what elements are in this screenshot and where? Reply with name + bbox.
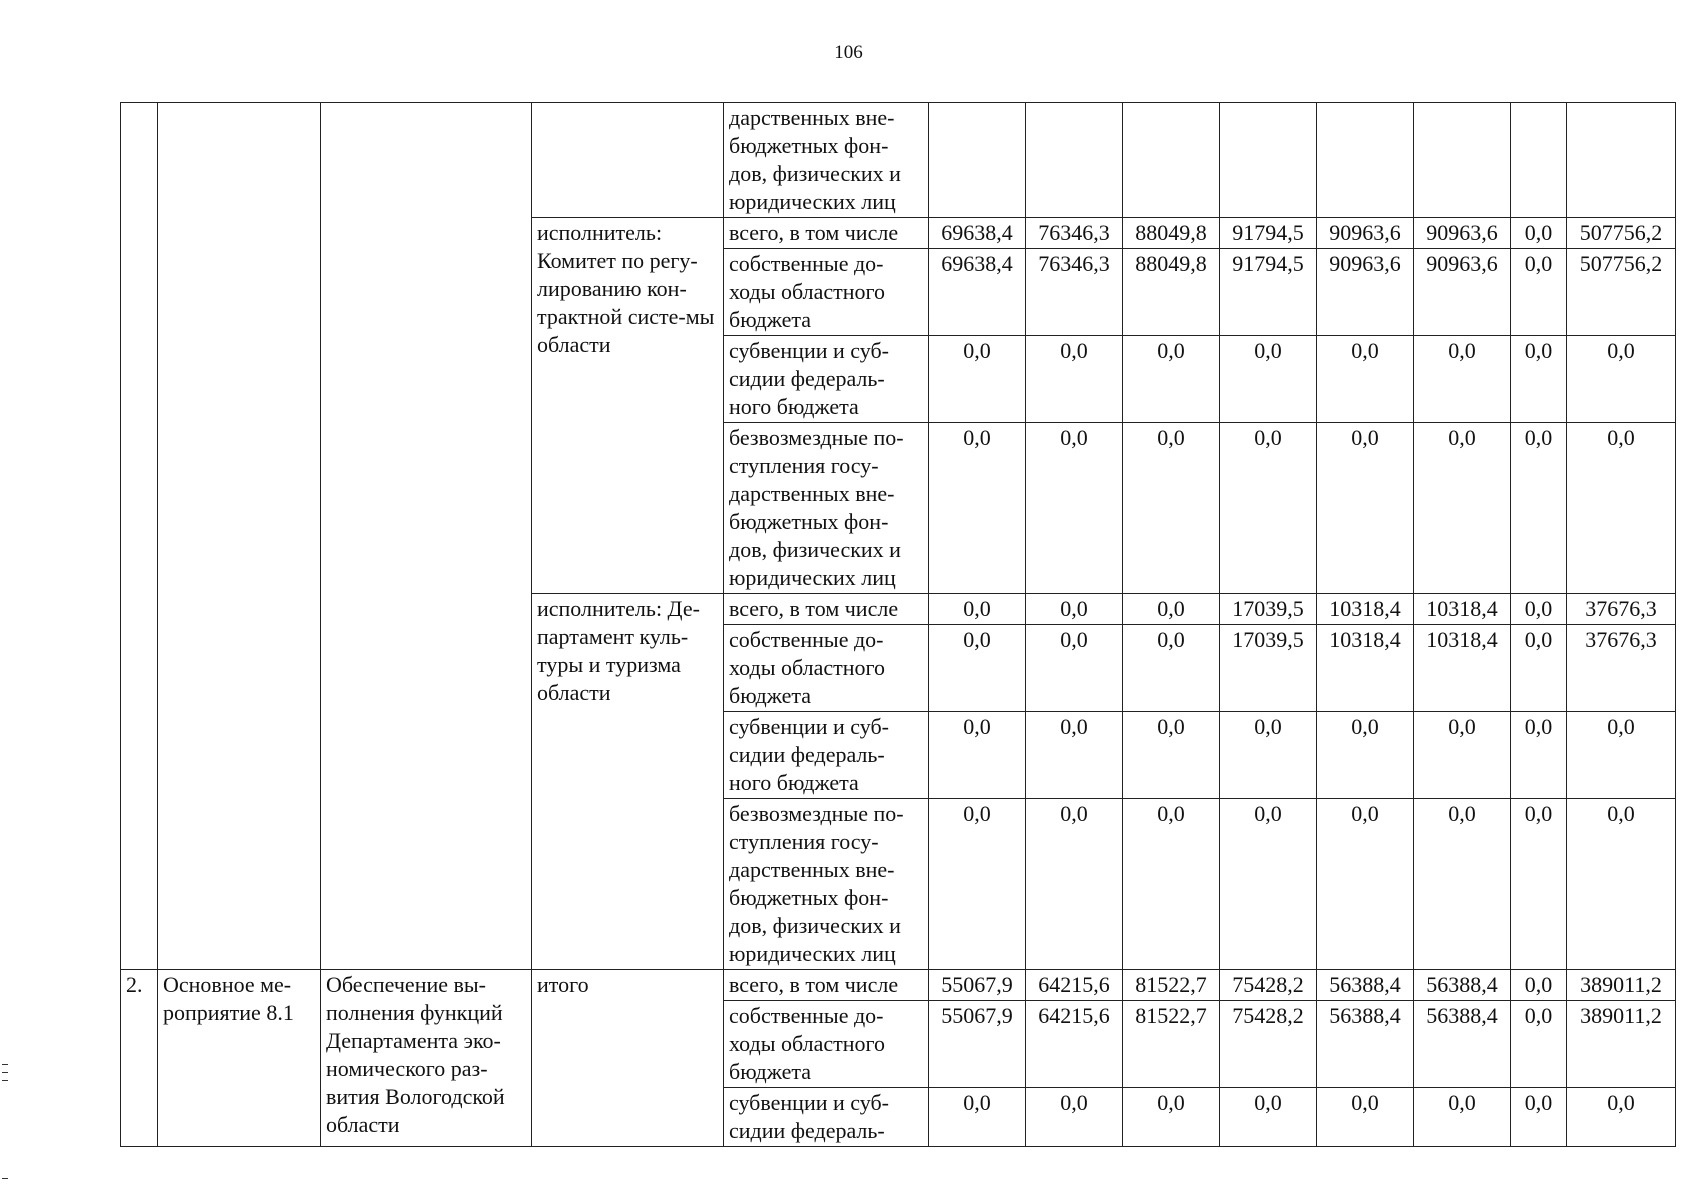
value-cell: 0,0 [1511, 594, 1567, 625]
value-cell: 0,0 [1414, 336, 1511, 423]
value-cell: 0,0 [929, 712, 1026, 799]
value-cell: 0,0 [1567, 799, 1676, 970]
value-cell: 0,0 [1220, 423, 1317, 594]
value-cell: 0,0 [1026, 625, 1123, 712]
margin-mark [2, 1178, 8, 1179]
value-cell [1567, 103, 1676, 218]
value-cell: 37676,3 [1567, 594, 1676, 625]
value-cell: 0,0 [1317, 799, 1414, 970]
value-cell: 0,0 [1511, 799, 1567, 970]
source-cell: собственные до-ходы областного бюджета [724, 625, 929, 712]
value-cell: 56388,4 [1317, 1001, 1414, 1088]
source-cell: собственные до-ходы областного бюджета [724, 249, 929, 336]
value-cell: 76346,3 [1026, 249, 1123, 336]
value-cell: 0,0 [1026, 423, 1123, 594]
value-cell: 389011,2 [1567, 970, 1676, 1001]
source-cell: всего, в том числе [724, 970, 929, 1001]
value-cell: 91794,5 [1220, 249, 1317, 336]
value-cell: 88049,8 [1123, 218, 1220, 249]
margin-mark [2, 1072, 8, 1073]
description-cell: Обеспечение вы-полнения функций Департамента эко-номического раз-вития Вологодской области [321, 970, 532, 1147]
value-cell [1123, 103, 1220, 218]
value-cell: 76346,3 [1026, 218, 1123, 249]
value-cell: 64215,6 [1026, 1001, 1123, 1088]
value-cell: 0,0 [929, 625, 1026, 712]
value-cell: 10318,4 [1414, 625, 1511, 712]
value-cell: 0,0 [929, 799, 1026, 970]
value-cell: 56388,4 [1414, 1001, 1511, 1088]
value-cell: 90963,6 [1414, 218, 1511, 249]
value-cell: 10318,4 [1317, 594, 1414, 625]
index-cell [121, 103, 158, 970]
value-cell: 0,0 [1567, 423, 1676, 594]
value-cell: 75428,2 [1220, 970, 1317, 1001]
value-cell: 90963,6 [1317, 218, 1414, 249]
value-cell: 0,0 [1123, 336, 1220, 423]
value-cell: 90963,6 [1414, 249, 1511, 336]
value-cell [1026, 103, 1123, 218]
value-cell: 88049,8 [1123, 249, 1220, 336]
executor-label: исполнитель: Комитет по регу-лированию кон-трактной систе-мы области [532, 218, 724, 594]
value-cell: 0,0 [1123, 625, 1220, 712]
value-cell: 507756,2 [1567, 249, 1676, 336]
value-cell: 0,0 [1123, 799, 1220, 970]
value-cell: 56388,4 [1317, 970, 1414, 1001]
value-cell: 0,0 [1220, 799, 1317, 970]
value-cell: 0,0 [1511, 712, 1567, 799]
source-cell: субвенции и суб-сидии федераль-ного бюджета [724, 712, 929, 799]
value-cell: 0,0 [1026, 336, 1123, 423]
page-number: 106 [834, 42, 863, 63]
value-cell: 17039,5 [1220, 625, 1317, 712]
value-cell [1220, 103, 1317, 218]
value-cell [929, 103, 1026, 218]
source-cell: безвозмездные по-ступления госу-дарственных вне-бюджетных фон-дов, физических и юридических лиц [724, 423, 929, 594]
budget-table [120, 102, 1676, 1147]
value-cell: 0,0 [1567, 336, 1676, 423]
source-cell: безвозмездные по-ступления госу-дарственных вне-бюджетных фон-дов, физических и юридических лиц [724, 799, 929, 970]
index-cell: 2. [121, 970, 158, 1147]
value-cell: 0,0 [1567, 1088, 1676, 1147]
value-cell: 0,0 [1026, 712, 1123, 799]
value-cell: 90963,6 [1317, 249, 1414, 336]
value-cell: 10318,4 [1414, 594, 1511, 625]
value-cell: 0,0 [1511, 218, 1567, 249]
value-cell: 0,0 [1414, 712, 1511, 799]
value-cell: 0,0 [1511, 423, 1567, 594]
value-cell: 0,0 [929, 423, 1026, 594]
value-cell: 0,0 [1220, 336, 1317, 423]
value-cell: 0,0 [1511, 970, 1567, 1001]
value-cell: 0,0 [1220, 1088, 1317, 1147]
value-cell: 0,0 [1317, 712, 1414, 799]
executor-label: исполнитель: Де-партамент куль-туры и туризма области [532, 594, 724, 970]
value-cell: 81522,7 [1123, 970, 1220, 1001]
value-cell: 91794,5 [1220, 218, 1317, 249]
value-cell: 0,0 [1026, 594, 1123, 625]
source-cell: дарственных вне-бюджетных фон-дов, физических и юридических лиц [724, 103, 929, 218]
value-cell [1414, 103, 1511, 218]
value-cell: 0,0 [1123, 594, 1220, 625]
source-cell: всего, в том числе [724, 594, 929, 625]
value-cell: 0,0 [1026, 1088, 1123, 1147]
value-cell: 69638,4 [929, 218, 1026, 249]
value-cell: 0,0 [1026, 799, 1123, 970]
source-cell: всего, в том числе [724, 218, 929, 249]
value-cell: 0,0 [1123, 712, 1220, 799]
value-cell: 0,0 [929, 1088, 1026, 1147]
value-cell: 10318,4 [1317, 625, 1414, 712]
source-cell: субвенции и суб-сидии федераль-ного бюджета [724, 336, 929, 423]
margin-mark [2, 1080, 8, 1081]
value-cell: 0,0 [1511, 336, 1567, 423]
value-cell: 55067,9 [929, 1001, 1026, 1088]
source-cell: субвенции и суб-сидии федераль- [724, 1088, 929, 1147]
description-cell [321, 103, 532, 970]
value-cell: 389011,2 [1567, 1001, 1676, 1088]
value-cell: 0,0 [1511, 1088, 1567, 1147]
measure-name-cell: Основное ме-роприятие 8.1 [158, 970, 321, 1147]
value-cell: 0,0 [929, 336, 1026, 423]
value-cell: 37676,3 [1567, 625, 1676, 712]
value-cell: 0,0 [1511, 625, 1567, 712]
value-cell: 0,0 [1414, 799, 1511, 970]
measure-name-cell [158, 103, 321, 970]
value-cell: 0,0 [1317, 336, 1414, 423]
margin-mark [2, 1064, 8, 1065]
value-cell: 0,0 [1567, 712, 1676, 799]
value-cell: 56388,4 [1414, 970, 1511, 1001]
value-cell: 0,0 [1123, 423, 1220, 594]
value-cell: 81522,7 [1123, 1001, 1220, 1088]
value-cell: 55067,9 [929, 970, 1026, 1001]
value-cell: 0,0 [1317, 1088, 1414, 1147]
value-cell: 0,0 [1414, 423, 1511, 594]
value-cell [1511, 103, 1567, 218]
value-cell: 0,0 [929, 594, 1026, 625]
value-cell: 75428,2 [1220, 1001, 1317, 1088]
value-cell: 507756,2 [1567, 218, 1676, 249]
value-cell: 0,0 [1511, 1001, 1567, 1088]
value-cell: 64215,6 [1026, 970, 1123, 1001]
value-cell: 0,0 [1220, 712, 1317, 799]
value-cell: 0,0 [1414, 1088, 1511, 1147]
value-cell: 0,0 [1511, 249, 1567, 336]
value-cell: 0,0 [1123, 1088, 1220, 1147]
value-cell [1317, 103, 1414, 218]
value-cell: 0,0 [1317, 423, 1414, 594]
executor-cell [532, 103, 724, 218]
value-cell: 17039,5 [1220, 594, 1317, 625]
executor-label: итого [532, 970, 724, 1147]
source-cell: собственные до-ходы областного бюджета [724, 1001, 929, 1088]
value-cell: 69638,4 [929, 249, 1026, 336]
